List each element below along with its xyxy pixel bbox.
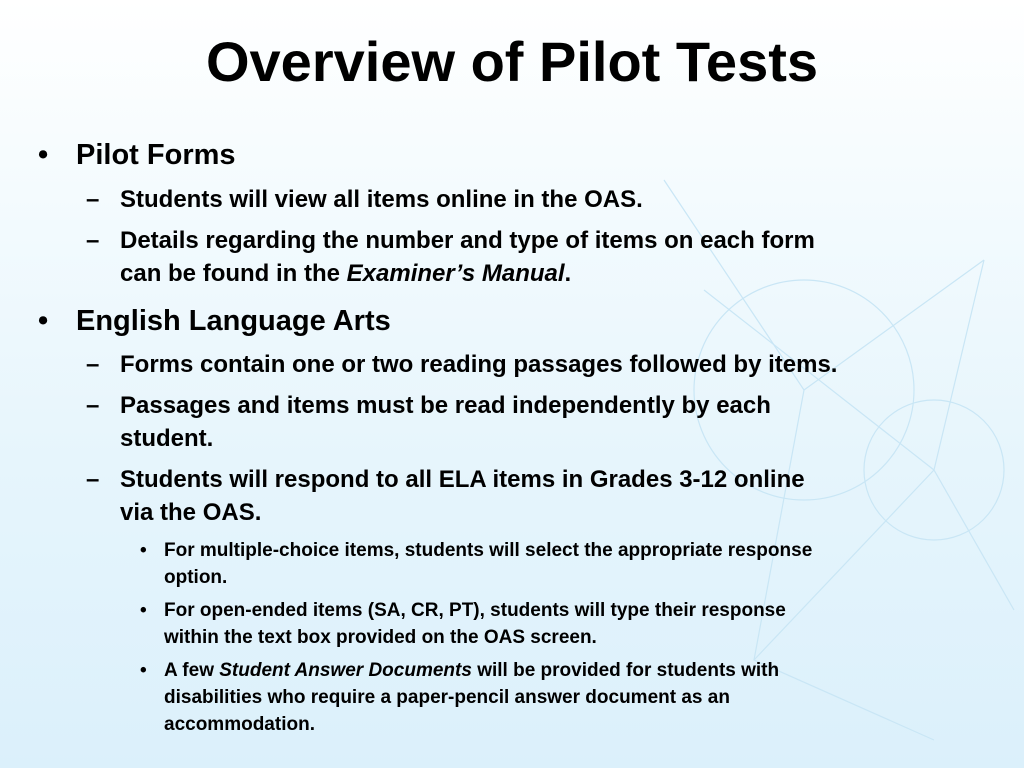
subsubbullet-multiple-choice [140,537,813,591]
slide-title: Overview of Pilot Tests [205,30,819,93]
subsubbullet-answer-documents [140,657,780,738]
bullet-heading: Pilot Forms [76,139,236,171]
subsubbullet-text: accommodation. [164,714,315,735]
examiners-manual-emphasis: Examiner’s Manual [346,260,565,287]
subsubbullet-text: For open-ended items (SA, CR, PT), students will type their response [164,600,786,621]
subsubbullet-text: disabilities who require a paper-pencil answer document as an [164,687,730,708]
subbullet-text: Forms contain one or two reading passages followed by items. [120,351,838,378]
bullet-marker: • [140,660,147,681]
subsubbullet-text: For multiple-choice items, students will select the appropriate response [164,540,813,561]
bullet-marker: • [140,600,147,621]
subsubbullet-text: within the text box provided on the OAS screen. [164,627,597,648]
subbullet-respond-online [86,463,805,529]
subbullet-text: can be found in the [120,260,347,287]
bullet-heading: English Language Arts [76,305,391,337]
subbullet-text: via the OAS. [120,499,262,526]
subsubbullet-open-ended [140,597,786,651]
subbullet-text: Students will respond to all ELA items in Grades 3-12 online [120,466,805,493]
subbullet-view-online [86,183,643,216]
dash-marker: – [86,351,100,378]
subbullet-text: Students will view all items online in the OAS. [120,186,643,213]
student-answer-documents-emphasis: Student Answer Documents [219,660,472,681]
subsubbullet-text: option. [164,567,228,588]
subbullet-details [86,224,815,290]
subbullet-text: Passages and items must be read independently by each [120,392,771,419]
bullet-marker: • [38,305,49,337]
bullet-english-language-arts [38,304,391,338]
dash-marker: – [86,392,100,419]
subbullet-read-independently [86,389,771,455]
subbullet-text: Details regarding the number and type of items on each form [120,227,815,254]
subbullet-forms-contain [86,348,838,381]
subsubbullet-text: A few [164,660,220,681]
subbullet-text: student. [120,425,214,452]
dash-marker: – [86,186,100,213]
bullet-pilot-forms [38,138,236,172]
dash-marker: – [86,227,100,254]
bullet-marker: • [140,540,147,561]
subbullet-text: . [564,260,572,287]
subsubbullet-text: will be provided for students with [471,660,780,681]
bullet-marker: • [38,139,49,171]
dash-marker: – [86,466,100,493]
